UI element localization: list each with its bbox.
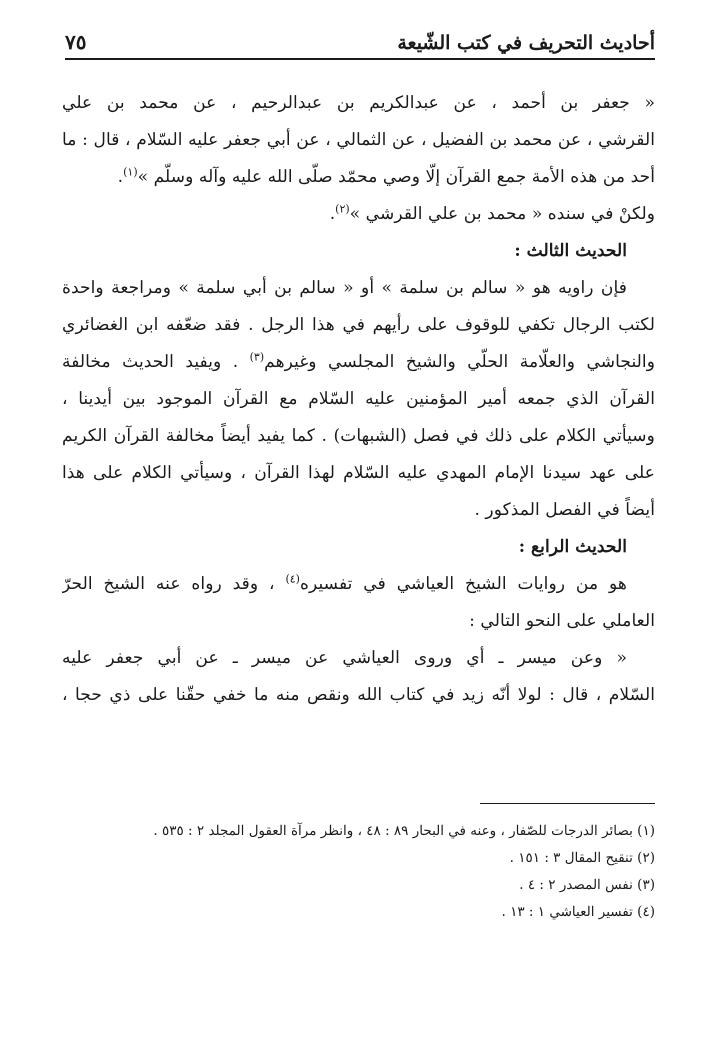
running-header [65, 30, 655, 60]
footnote-ref-3: (٣) [249, 350, 265, 364]
main-text [62, 85, 655, 714]
footnote-3: (٣) نفس المصدر ٢ : ٤ . [519, 877, 655, 893]
page-number: ٧٥ [65, 30, 87, 54]
text-line: على عهد سيدنا الإمام المهدي عليه السّلام لهذا القرآن ، وسيأتي الكلام على هذا [62, 463, 655, 483]
text-line: أحد من هذه الأمة جمع القرآن إلّا وصي محمّد صلّى الله عليه وآله وسلّم »$^{(١)}$. [117, 165, 655, 187]
text-line: ولكنْ في سنده « محمد بن علي القرشي »$^{(٢)}$. [329, 202, 655, 224]
text-line: القرشي ، عن محمد بن الفضيل ، عن الثمالي ، عن أبي جعفر عليه السّلام ، قال : ما [62, 130, 655, 150]
footnote-ref-2: (٢) [335, 202, 350, 216]
text-line: لكتب الرجال تكفي للوقوف على رأيهم في هذا الرجل . فقد ضعّفه ابن الغضائري [62, 315, 655, 335]
text-line: السّلام ، قال : لولا أنّه زيد في كتاب الله ونقص منه ما خفي حقّنا على ذي حجا ، [62, 685, 655, 705]
footnote-ref-1: (١) [123, 165, 138, 179]
text-line: العاملي على النحو التالي : [469, 611, 655, 631]
text-line: « جعفر بن أحمد ، عن عبدالكريم بن عبدالرحيم ، عن محمد بن علي [62, 93, 655, 113]
text-line: وسيأتي الكلام على ذلك في فصل (الشبهات) . كما يفيد أيضاً مخالفة القرآن الكريم [62, 426, 655, 446]
footnote-1: (١) بصائر الدرجات للصّفار ، وعنه في البحار ٨٩ : ٤٨ ، وانظر مرآة العقول المجلد ٢ : ٥٣٥ . [153, 823, 655, 839]
text-line: القرآن الذي جمعه أمير المؤمنين عليه السّلام مع القرآن الموجود بين أيدينا ، [62, 389, 655, 409]
section-heading-fourth-hadith: الحديث الرابع : [518, 537, 627, 557]
text-line: والنجاشي والعلّامة الحلّي والشيخ المجلسي وغيرهم$^{(٣)}$ . ويفيد الحديث مخالفة [62, 350, 655, 372]
text-line: هو من روايات الشيخ العياشي في تفسيره$^{(٤)}$ ، وقد رواه عنه الشيخ الحرّ [62, 572, 627, 594]
section-heading-third-hadith: الحديث الثالث : [514, 241, 627, 261]
text-line: « وعن ميسر ـ أي وروى العياشي عن ميسر ـ عن أبي جعفر عليه [62, 648, 627, 668]
footnote-divider [480, 803, 655, 804]
footnote-4: (٤) تفسير العياشي ١ : ١٣ . [501, 904, 655, 920]
footnote-2: (٢) تنقيح المقال ٣ : ١٥١ . [509, 850, 655, 866]
footnote-ref-4: (٤) [285, 572, 300, 586]
text-line: فإن راويه هو « سالم بن سلمة » أو « سالم بن أبي سلمة » ومراجعة واحدة [62, 278, 627, 298]
footnotes [62, 818, 655, 926]
text-line: أيضاً في الفصل المذكور . [474, 500, 655, 520]
running-title: أحاديث التحريف في كتب الشّيعة [397, 32, 655, 54]
